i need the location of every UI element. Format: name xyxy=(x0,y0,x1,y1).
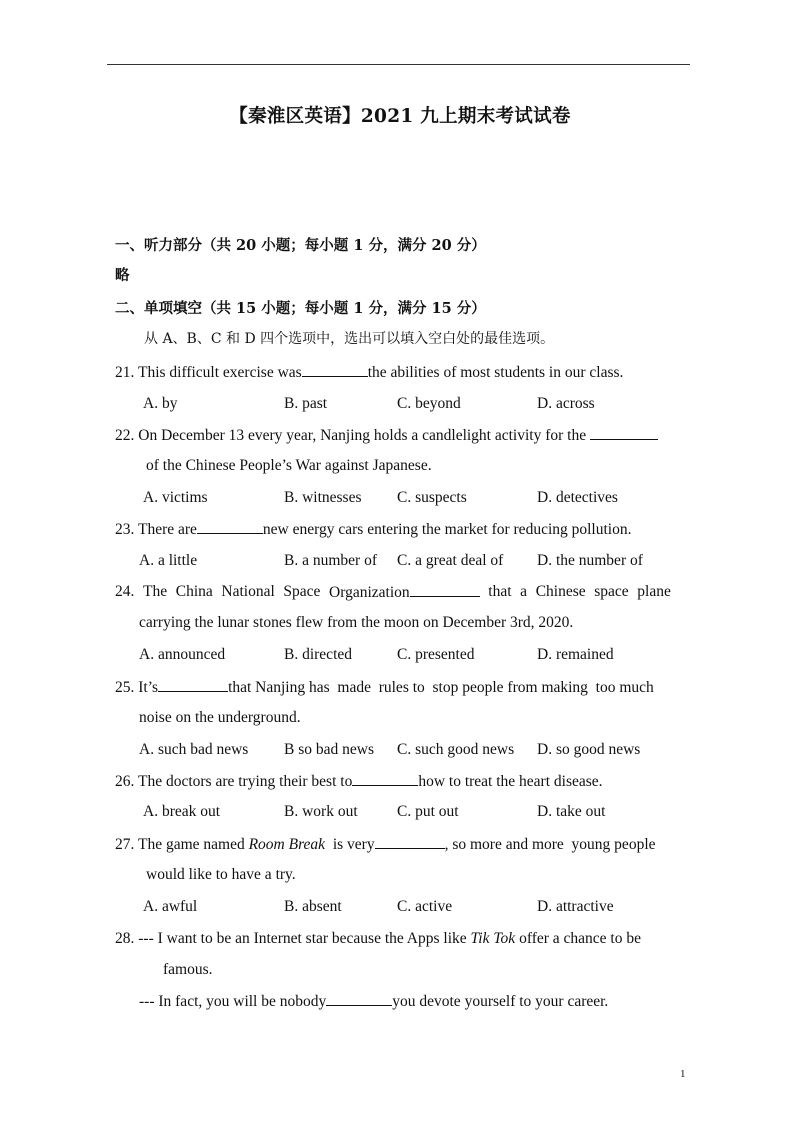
question-text-reply xyxy=(139,991,608,1012)
option-b: B. directed xyxy=(284,646,353,663)
answer-blank xyxy=(197,519,263,534)
option-d: D. remained xyxy=(537,646,614,663)
option-d: D. so good news xyxy=(537,741,641,758)
answer-blank xyxy=(302,362,368,377)
question-text: is very xyxy=(325,836,375,853)
section1-heading: 一、听力部分（共 20 小题；每小题 1 分，满分 20 分） xyxy=(115,237,486,254)
word: National xyxy=(221,583,275,600)
option-c: C. beyond xyxy=(397,395,461,412)
answer-blank xyxy=(352,771,418,786)
word: that xyxy=(488,583,512,600)
option-c: C. put out xyxy=(397,803,459,820)
option-b: B. past xyxy=(284,395,328,412)
question-28 xyxy=(115,929,641,949)
question-text: new energy cars entering the market for reducing pollution. xyxy=(262,521,632,538)
option-a: A. announced xyxy=(139,646,226,663)
word: China xyxy=(175,583,213,600)
question-text: you devote yourself to your career. xyxy=(392,993,609,1010)
section1-note: 略 xyxy=(115,267,130,284)
word: Organization xyxy=(329,584,410,601)
section2-instruction: 从 A、B、C 和 D 四个选项中，选出可以填入空白处的最佳选项。 xyxy=(144,331,555,347)
question-text: 23. There are xyxy=(115,521,197,538)
word: space xyxy=(594,583,629,600)
question-text: 27. The game named xyxy=(115,836,249,853)
question-text-cont: noise on the underground. xyxy=(139,709,301,726)
option-a: A. awful xyxy=(143,898,198,915)
answer-blank xyxy=(590,425,658,440)
option-a: A. break out xyxy=(143,803,221,820)
option-d: D. attractive xyxy=(537,898,614,915)
question-text: 25. It’s xyxy=(115,679,159,696)
question-text: how to treat the heart disease. xyxy=(418,773,603,790)
option-d: D. the number of xyxy=(537,552,643,569)
word: The xyxy=(143,583,168,600)
question-24 xyxy=(115,582,671,603)
question-text: 26. The doctors are trying their best to xyxy=(115,773,353,790)
option-d: D. detectives xyxy=(537,489,618,506)
game-title: Room Break xyxy=(248,836,326,853)
option-a: A. a little xyxy=(139,552,198,569)
option-c: C. presented xyxy=(397,646,475,663)
question-text-cont: famous. xyxy=(163,961,213,978)
question-text: offer a chance to be xyxy=(515,930,641,947)
question-23 xyxy=(115,519,631,540)
option-b: B. absent xyxy=(284,898,342,915)
question-22 xyxy=(115,425,658,446)
question-text: the abilities of most students in our class. xyxy=(367,364,624,381)
answer-blank xyxy=(326,991,392,1006)
question-text: 28. --- I want to be an Internet star because the Apps like xyxy=(115,930,471,947)
option-a: A. victims xyxy=(143,489,208,506)
question-text: , so more and more young people xyxy=(444,836,656,853)
answer-blank xyxy=(375,834,445,849)
page-number: 1 xyxy=(680,1068,686,1080)
word: Space xyxy=(283,583,321,600)
answer-blank xyxy=(158,677,228,692)
header-rule xyxy=(107,64,690,65)
word: 24. xyxy=(115,583,135,600)
page-title: 【秦淮区英语】2021 九上期末考试试卷 xyxy=(229,106,571,127)
option-b: B. witnesses xyxy=(284,489,362,506)
option-c: C. such good news xyxy=(397,741,515,758)
option-a: A. by xyxy=(143,395,178,412)
word: a xyxy=(520,583,528,600)
app-name: Tik Tok xyxy=(470,930,516,947)
word: Chinese xyxy=(535,583,586,600)
question-text: 21. This difficult exercise was xyxy=(115,364,302,381)
option-b: B so bad news xyxy=(284,741,374,758)
option-b: B. work out xyxy=(284,803,358,820)
option-d: D. across xyxy=(537,395,595,412)
word: plane xyxy=(637,583,671,600)
question-27 xyxy=(115,834,656,855)
question-text: --- In fact, you will be nobody xyxy=(139,993,327,1010)
option-d: D. take out xyxy=(537,803,606,820)
answer-blank xyxy=(410,582,480,597)
word-with-blank xyxy=(329,582,480,603)
question-text-cont: of the Chinese People’s War against Japanese. xyxy=(146,457,432,474)
question-25 xyxy=(115,677,654,698)
option-b: B. a number of xyxy=(284,552,377,569)
option-c: C. suspects xyxy=(397,489,467,506)
question-26 xyxy=(115,771,603,792)
question-text: 22. On December 13 every year, Nanjing holds a candlelight activity for the xyxy=(115,427,587,444)
option-c: C. a great deal of xyxy=(397,552,504,569)
option-a: A. such bad news xyxy=(139,741,249,758)
question-21 xyxy=(115,362,623,383)
option-c: C. active xyxy=(397,898,453,915)
section2-heading: 二、单项填空（共 15 小题；每小题 1 分，满分 15 分） xyxy=(115,300,486,317)
question-text-cont: carrying the lunar stones flew from the moon on December 3rd, 2020. xyxy=(139,614,574,631)
question-text: that Nanjing has made rules to stop people from making too much xyxy=(228,679,654,696)
question-text-cont: would like to have a try. xyxy=(146,866,296,883)
